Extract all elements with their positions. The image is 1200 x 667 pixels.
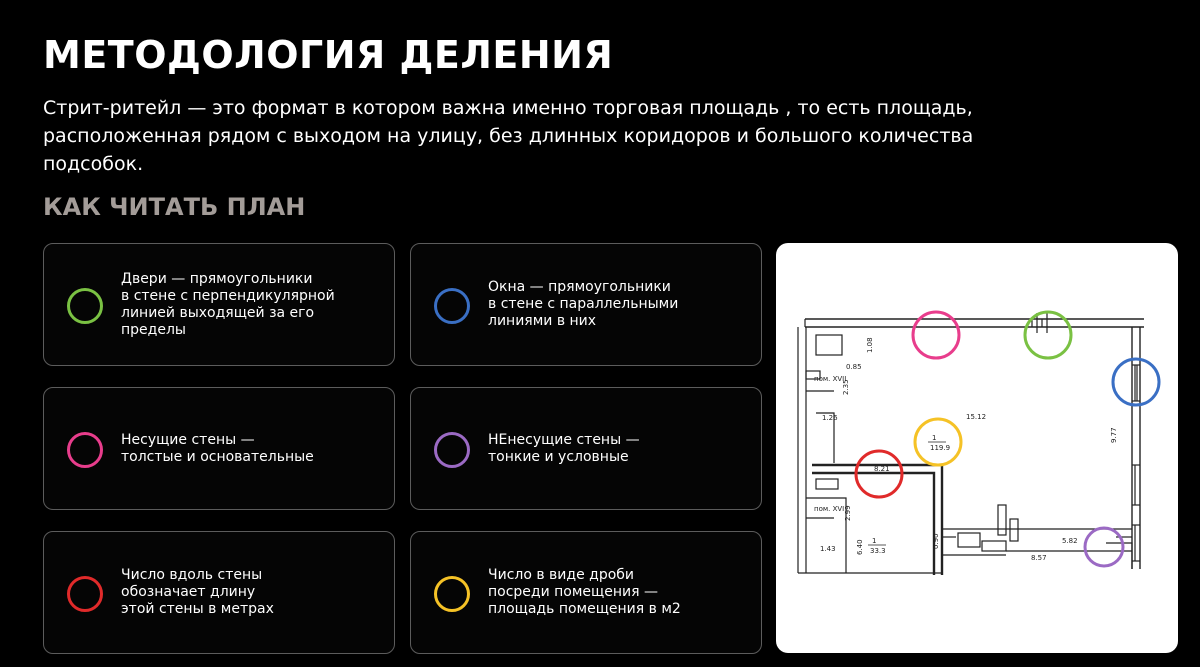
circle-icon — [434, 288, 470, 324]
circle-icon — [434, 576, 470, 612]
circle-icon — [434, 432, 470, 468]
floor-plan-drawing — [776, 243, 1178, 653]
legend-card-bearing-walls — [43, 387, 395, 510]
legend-card-windows — [410, 243, 762, 366]
plan-label: пом. XVII — [814, 375, 847, 383]
plan-label: 0.85 — [846, 363, 862, 371]
plan-label: пом. XVI — [814, 505, 845, 513]
plan-label: 15.12 — [966, 413, 987, 421]
legend-card-nonbearing-walls — [410, 387, 762, 510]
circle-icon — [1113, 359, 1159, 405]
plan-label: 6.40 — [856, 539, 864, 555]
plan-label: 119.9 — [930, 444, 951, 452]
circle-icon — [67, 432, 103, 468]
circle-icon — [67, 576, 103, 612]
plan-label: 1 — [932, 434, 937, 442]
legend-text-doors: Двери — прямоугольники в стене с перпендикулярной линией выходящей за его пределы — [121, 270, 335, 338]
legend-text-wall-length: Число вдоль стены обозначает длину этой стены в метрах — [121, 567, 274, 617]
plan-label: 8.21 — [874, 465, 890, 473]
plan-label: 0.90 — [932, 533, 940, 549]
legend-text-room-area: Число в виде дроби посреди помещения — площадь помещения в м2 — [488, 567, 681, 617]
circle-icon — [1085, 528, 1123, 566]
legend-card-wall-length — [43, 531, 395, 654]
legend-card-doors — [43, 243, 395, 366]
plan-label: 2.99 — [844, 505, 852, 521]
plan-label: 33.3 — [870, 547, 886, 555]
circle-icon — [67, 288, 103, 324]
plan-label: 1 — [872, 537, 877, 545]
plan-label: 1.26 — [822, 414, 838, 422]
intro-paragraph: Стрит-ритейл — это формат в котором важна именно торговая площадь , то есть площадь, расположенная рядом с выходом на улицу, без длинных коридоров и большого количества подсобок. — [43, 97, 974, 175]
section-subtitle: КАК ЧИТАТЬ ПЛАН — [43, 193, 306, 221]
legend-text-windows: Окна — прямоугольники в стене с параллельными линиями в них — [488, 279, 679, 329]
floor-plan-panel — [776, 243, 1178, 653]
legend-text-bearing-walls: Несущие стены — толстые и основательные — [121, 431, 314, 465]
plan-label: 5.82 — [1062, 537, 1078, 545]
legend-text-nonbearing-walls: НЕнесущие стены — тонкие и условные — [488, 431, 640, 465]
plan-label: 1.43 — [820, 545, 836, 553]
plan-label: 9.77 — [1110, 427, 1118, 443]
plan-label: 8.57 — [1031, 554, 1047, 562]
legend-card-room-area — [410, 531, 762, 654]
plan-label: 1.08 — [866, 337, 874, 353]
plan-label: 2.35 — [842, 379, 850, 395]
page-title: МЕТОДОЛОГИЯ ДЕЛЕНИЯ — [43, 33, 614, 77]
